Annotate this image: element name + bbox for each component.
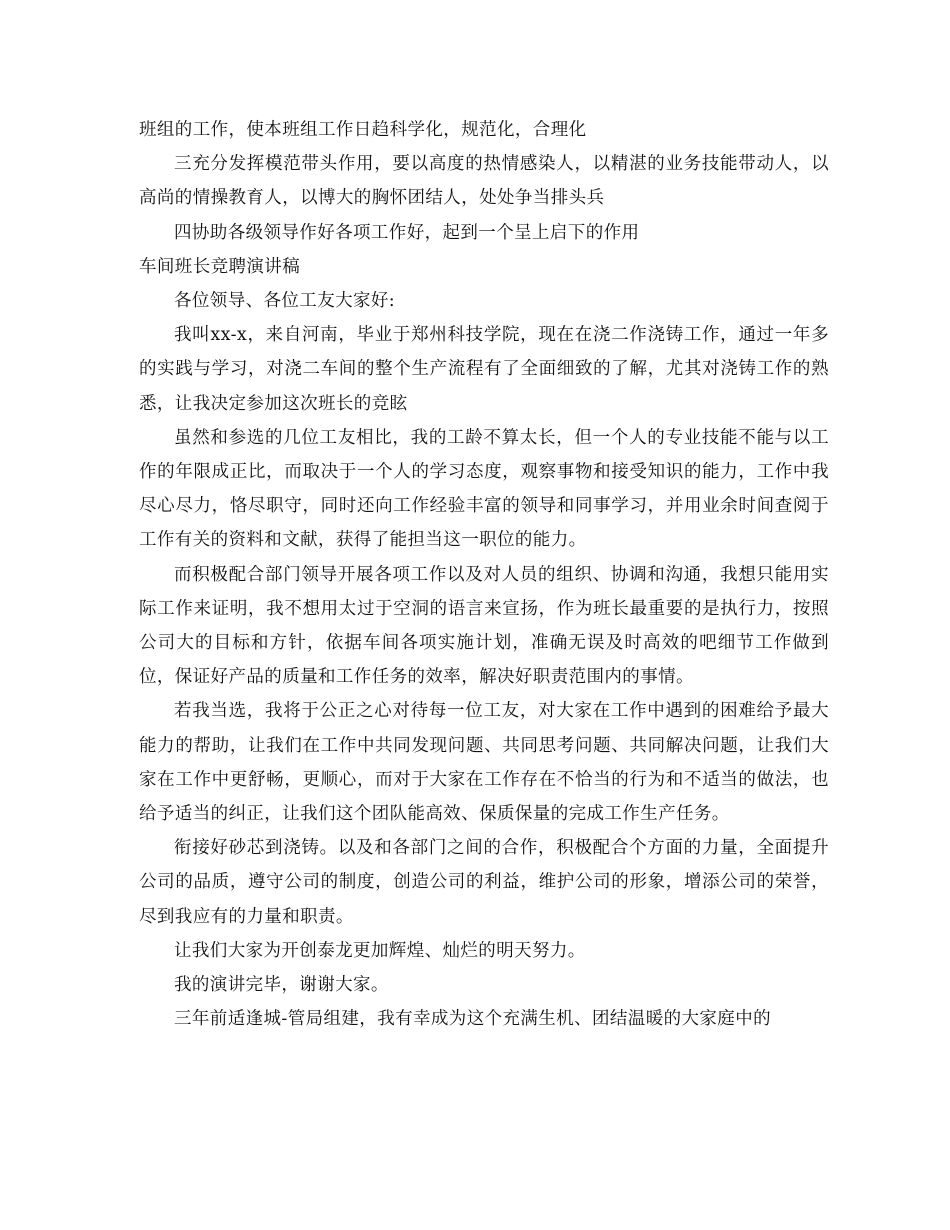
paragraph: 四协助各级领导作好各项工作好，起到一个呈上启下的作用 (174, 222, 640, 243)
paragraph: 让我们大家为开创泰龙更加辉煌、灿烂的明天努力。 (174, 940, 586, 961)
paragraph: 虽然和参选的几位工友相比，我的工龄不算太长，但一个人的专业技能不能与以工作的年限成正比，而取决于一个人的学习态度，观察事物和接受知识的能力，工作中我尽心尽力，恪尽职守，同时还向工作经验丰富的领导和同事学习，并用业余时间查阅于工作有关的资料和文献，获得了能担当这一职位的能力。 (139, 427, 829, 551)
paragraph: 而积极配合部门领导开展各项工作以及对人员的组织、协调和沟通，我想只能用实际工作来证明，我不想用太过于空洞的语言来宣扬，作为班长最重要的是执行力，按照公司大的目标和方针，依据车间各项实施计划，准确无误及时高效的吧细节工作做到位，保证好产品的质量和工作任务的效率，解决好职责范围内的事情。 (139, 564, 829, 688)
paragraph: 班组的工作，使本班组工作日趋科学化，规范化，合理化 (139, 120, 587, 140)
document-body (139, 113, 829, 1036)
section-title: 车间班长竞聘演讲稿 (139, 256, 301, 277)
paragraph: 三年前适逢城-管局组建，我有幸成为这个充满生机、团结温暖的大家庭中的 (174, 1009, 772, 1030)
closing-line: 我的演讲完毕，谢谢大家。 (174, 975, 389, 996)
paragraph: 衔接好砂芯到浇铸。以及和各部门之间的合作，积极配合个方面的力量，全面提升公司的品质，遵守公司的制度，创造公司的利益，维护公司的形象，增添公司的荣誉，尽到我应有的力量和职责。 (139, 838, 829, 927)
salutation: 各位领导、各位工友大家好: (174, 291, 396, 312)
paragraph: 我叫xx-x，来自河南，毕业于郑州科技学院，现在在浇二作浇铸工作，通过一年多的实践与学习，对浇二车间的整个生产流程有了全面细致的了解，尤其对浇铸工作的熟悉，让我决定参加这次班长的竞眩 (139, 325, 829, 414)
paragraph: 若我当选，我将于公正之心对待每一位工友，对大家在工作中遇到的困难给予最大能力的帮助，让我们在工作中共同发现问题、共同思考问题、共同解决问题，让我们大家在工作中更舒畅，更顺心，而对于大家在工作存在不恰当的行为和不适当的做法，也给予适当的纠正，让我们这个团队能高效、保质保量的完成工作生产任务。 (139, 701, 829, 825)
paragraph: 三充分发挥模范带头作用，要以高度的热情感染人，以精湛的业务技能带动人，以高尚的情操教育人，以博大的胸怀团结人，处处争当排头兵 (139, 154, 829, 209)
